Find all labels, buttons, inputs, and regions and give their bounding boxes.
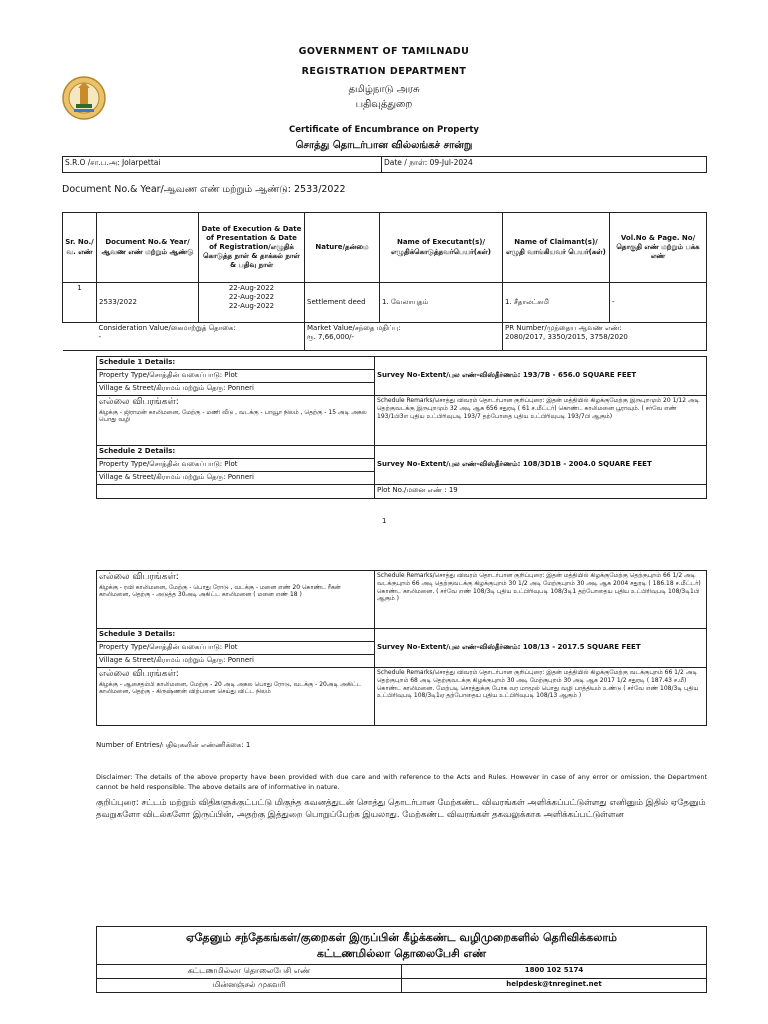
date-label: Date / நாள்: 09-Jul-2024 — [382, 157, 707, 173]
schedule-2-title: Schedule 2 Details: — [97, 446, 375, 459]
contact-title-line-2: கட்டணமில்லா தொலைபேசி எண் — [316, 946, 487, 960]
tamilnadu-emblem-icon — [62, 76, 106, 120]
cell-claimant: 1. சீதாலட்சுமி — [503, 283, 610, 323]
header-executant: Name of Executant(s)/ எழுதிக்கொடுத்தவர்பெயர்(கள்) — [380, 213, 503, 283]
schedule-2-plot: Plot No./மனை எண் : 19 — [375, 485, 707, 499]
schedule-3-survey: Survey No-Extent/புல எண்-விஸ்தீர்ணம்: 108/13 - 2017.5 SQUARE FEET — [375, 629, 707, 668]
header-department-tamil: பதிவுத்துறை — [355, 99, 413, 110]
encumbrance-table — [62, 212, 707, 351]
schedule-2-remarks: Schedule Remarks/சொத்து விவரம் தொடர்பான குறிப்புரை: இதன் மத்தியில் கிழக்குமேற்கு தெற்குபுறம் 66 1/2 அடி வடக்குபுறம் 66 அடி தெற்குவடக்கு கிழக்குபுறம் 30 1/2 அடி மேற்குபுறம் 30 அடி ஆக 2004 சதுரடி ( 186.18 ச.மீட்டர்) கொண்ட காலிமனை. ( சர்வே எண் 108/3டி புதிய உட்பிரிவுபடி 108/3டி1 தற்போதைய புதிய உட்பிரிவுபடி 108/3டி1பி ஆகும் ) — [375, 571, 707, 629]
market-value: ரூ. 7,66,000/- — [307, 333, 355, 342]
market-value-label: Market Value/சந்தை மதிப்பு: — [307, 324, 401, 332]
schedule-2-survey: Survey No-Extent/புல எண்-விஸ்தீர்ணம்: 108/3D1B - 2004.0 SQUARE FEET — [375, 446, 707, 485]
cell-volume: - — [610, 283, 707, 323]
certificate-title-tamil: சொத்து தொடர்பான வில்லங்கச் சான்று — [295, 140, 473, 151]
pr-number-label: PR Number/முந்தைய ஆவண எண்: — [505, 324, 622, 332]
schedule-table-continued — [96, 570, 707, 726]
header-sr: Sr. No./வ. எண் — [63, 213, 97, 283]
pr-number-cell — [503, 323, 707, 351]
document-number-label: Document No.& Year/ஆவண எண் மற்றும் ஆண்டு: — [62, 184, 291, 195]
schedule-2-boundary — [97, 571, 375, 629]
contact-title-line-1: ஏதேனும் சந்தேகங்கள்/குறைகள் இருப்பின் கீழ்க்கண்ட வழிமுறைகளில் தெரிவிக்கலாம் — [186, 930, 617, 944]
header-document: Document No.& Year/ ஆவண எண் மற்றும் ஆண்டு — [97, 213, 199, 283]
consideration-value: - — [98, 333, 102, 342]
email-label: மின்னஞ்சல் முகவரி — [97, 979, 402, 993]
boundary-title: எல்லை விபரங்கள்: — [99, 669, 179, 679]
schedule-3-property-type: Property Type/சொத்தின் வகைப்பாடு: Plot — [97, 642, 375, 655]
presentation-date: 22-Aug-2022 — [228, 293, 275, 302]
schedule-1-survey: Survey No-Extent/புல எண்-விஸ்தீர்ணம்: 193/7B - 656.0 SQUARE FEET — [375, 357, 707, 396]
header-dates: Date of Execution & Date of Presentation & Date of Registration/எழுதிக் கொடுத்த நாள் & தாக்கல் நாள் & பதிவு நாள் — [199, 213, 305, 283]
schedule-2-empty — [97, 485, 375, 499]
header-government: GOVERNMENT OF TAMILNADU — [298, 46, 470, 57]
schedule-3-boundary — [97, 668, 375, 726]
phone-number[interactable]: 1800 102 5174 — [402, 965, 707, 979]
document-number-line — [62, 184, 346, 196]
table-header-row — [63, 213, 707, 283]
page-number: 1 — [382, 517, 387, 525]
contact-title — [97, 927, 707, 965]
consideration-label: Consideration Value/கைமாற்றுத் தொகை: — [98, 324, 236, 332]
header-government-tamil: தமிழ்நாடு அரசு — [348, 84, 420, 95]
schedule-1-village: Village & Street/கிராமம் மற்றும் தெரு: Ponneri — [97, 383, 375, 396]
schedule-1-boundary — [97, 396, 375, 446]
schedule-1-property-type: Property Type/சொத்தின் வகைப்பாடு: Plot — [97, 370, 375, 383]
pr-number-value: 2080/2017, 3350/2015, 3758/2020 — [505, 333, 628, 342]
boundary-text: கிழக்கு - ஜிராமன் காலிமனை, மேற்கு - மணி வீடு , வடக்கு - பாவூா நிலம் , தெற்கு - 15 அடி அகல பொது வழி — [99, 408, 367, 424]
header-volume: Vol.No & Page. No/ தொகுதி எண் மற்றும் பக்க எண் — [610, 213, 707, 283]
schedule-3-village: Village & Street/கிராமம் மற்றும் தெரு: Ponneri — [97, 655, 375, 668]
consideration-cell — [63, 323, 305, 351]
cell-executant: 1. வேலாயுதம் — [380, 283, 503, 323]
disclaimer-tamil: குறிப்புரை: சட்டம் மற்றும் விதிகளுக்குட்பட்டு மிகுந்த கவனத்துடன் சொத்து தொடர்பான மேற்கண்ட விவரங்கள் அளிக்கப்பட்டுள்ளது எனினும் இதில் ஏதேனும் தவறுகளோ விடல்களோ இருப்பின், அதற்கு இத்துறை பொறுப்பேற்க இயலாது. மேற்கண்ட விவரங்கள் தகவலுக்காக அளிக்கப்பட்டுள்ளன — [96, 798, 706, 821]
header-department: REGISTRATION DEPARTMENT — [301, 66, 467, 77]
schedule-3-title: Schedule 3 Details: — [97, 629, 375, 642]
value-row — [63, 323, 707, 351]
cell-dates — [199, 283, 305, 323]
sro-label: S.R.O /சா.ப.அ: Jolarpettai — [63, 157, 382, 173]
boundary-text: கிழக்கு - ஆசைதம்பி காலிமனை, மேற்கு - 20 அடி அகல பொது ரோடு, வடக்கு - 20அடி அகிட்ட காலிமனை, தெற்கு - கிருஷ்ணன் விற்பனை செய்து விட்ட நிலம் — [99, 680, 362, 696]
header-claimant: Name of Claimant(s)/ எழுதி வாங்கியவர் பெயர்(கள்) — [503, 213, 610, 283]
schedule-2-property-type: Property Type/சொத்தின் வகைப்பாடு: Plot — [97, 459, 375, 472]
cell-nature: Settlement deed — [305, 283, 380, 323]
schedule-2-village: Village & Street/கிராமம் மற்றும் தெரு: Ponneri — [97, 472, 375, 485]
phone-label: கட்டணமில்லா தொலைபேசி எண் — [97, 965, 402, 979]
contact-table — [96, 926, 707, 993]
certificate-title: Certificate of Encumbrance on Property — [289, 125, 479, 135]
execution-date: 22-Aug-2022 — [228, 284, 275, 292]
header-nature: Nature/தன்மை — [305, 213, 380, 283]
boundary-text: கிழக்கு - ரவி காலிமனை, மேற்கு - பொது ரோடு , வடக்கு - மனை எண் 20 கொண்ட ரீகன் காலிமனை, தெற்கு - அடுத்த 30அடி அகிட்ட காலிமனை ( மனை எண் 18 ) — [99, 583, 341, 599]
document-number-value: 2533/2022 — [294, 184, 346, 195]
market-value-cell — [305, 323, 503, 351]
cell-document: 2533/2022 — [97, 283, 199, 323]
boundary-title: எல்லை விபரங்கள்: — [99, 397, 179, 407]
sro-date-table — [62, 156, 707, 173]
schedule-1-remarks: Schedule Remarks/சொத்து விவரம் தொடர்பான குறிப்புரை: இதன் மத்தியில் கிழக்குமேற்கு இருபுறமும் 20 1/12 அடி தெற்குவடக்கு இருபுறமும் 32 அடி ஆக 656 சதுரடி ( 61 ச.மீட்டர்) கொண்ட காலிமனை பூராவும். ( சர்வே எண் 193/1பி3எ புதிய உட்பிரிவுபடி 193/7 தற்போதை புதிய உட்பிரிவுபடி 193/7பி ஆகும்) — [375, 396, 707, 446]
entries-count: Number of Entries/பதிவுகளின் எண்ணிக்கை: 1 — [96, 741, 251, 749]
table-row — [63, 283, 707, 323]
email-address[interactable]: helpdesk@tnreginet.net — [402, 979, 707, 993]
disclaimer-english: Disclaimer: The details of the above property have been provided with due care and with reference to the Acts and Rules. However in case of any error or omission, the Department cannot be held responsible. The above details are of informative in nature. — [96, 773, 707, 792]
schedule-table — [96, 356, 707, 499]
cell-sr: 1 — [63, 283, 97, 323]
boundary-title: எல்லை விபரங்கள்: — [99, 572, 179, 582]
schedule-1-title: Schedule 1 Details: — [97, 357, 375, 370]
schedule-3-remarks: Schedule Remarks/சொத்து விவரம் தொடர்பான குறிப்புரை: இதன் மத்தியில் கிழக்குமேற்கு வடக்குபுறம் 66 1/2 அடி தெற்குபுறம் 68 அடி தெற்குவடக்கு கிழக்குபுறம் 30 அடி மேற்குபுறம் 30 அடி ஆக 2017 1/2 சதுரடி ( 187.43 ச.மீ) கொண்ட காலிமனை. மேற்படி சொத்துக்கு போக வர மாமூல் பொது வழி பாத்தியம் உண்டு ( சர்வே எண் 108/3டி புதிய உட்பிரிவுபடி 108/3டி1ஏ தற்போதைய புதிய உட்பிரிவுபடி 108/13 ஆகும் ) — [375, 668, 707, 726]
registration-date: 22-Aug-2022 — [228, 302, 275, 311]
